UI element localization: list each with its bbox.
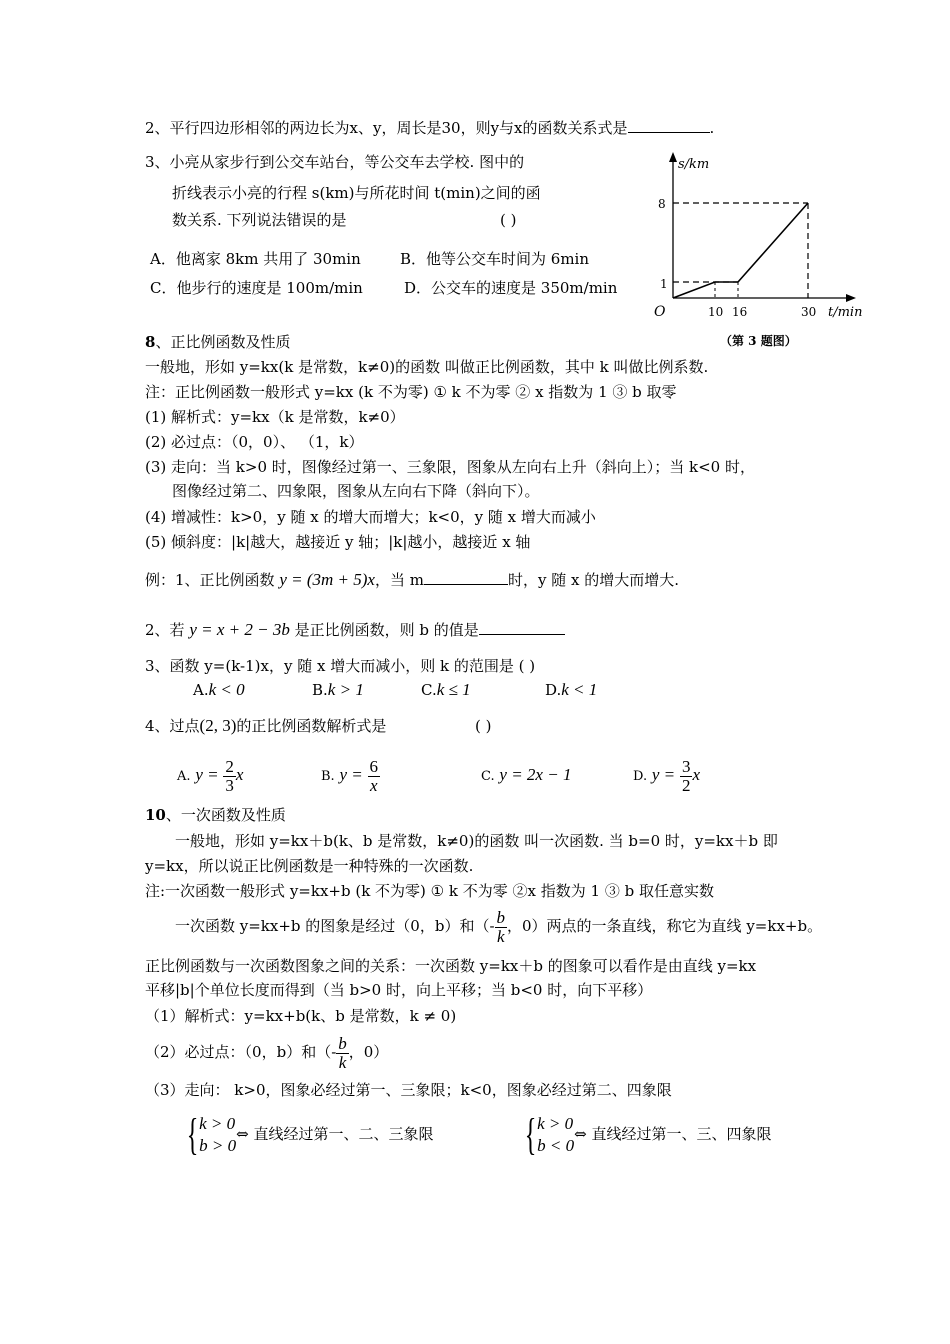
question-3-answer-paren[interactable]: ( ) [500, 211, 517, 229]
answer-blank[interactable] [479, 620, 565, 635]
ex4-option-d[interactable] [633, 753, 700, 799]
option-var: x [235, 765, 244, 784]
section-8-point-5: (5) 倾斜度：|k|越大，越接近 y 轴；|k|越小，越接近 x 轴 [145, 533, 531, 551]
section-10-title: 、一次函数及性质 [165, 806, 286, 824]
option-letter: C. [481, 769, 495, 784]
option-formula: y = 2x − 1 [499, 765, 572, 784]
ex4-option-b[interactable] [321, 753, 380, 799]
section-8-point-1: (1) 解析式：y=kx（k 是常数，k≠0） [145, 408, 405, 426]
section-10-graph-line [175, 904, 822, 948]
option-formula: k < 1 [561, 680, 598, 699]
numerator: 3 [681, 756, 691, 776]
system-a-result: ⇔ 直线经过第一、二、三象限 [236, 1125, 434, 1143]
question-2 [145, 118, 714, 138]
section-10-heading [145, 805, 286, 825]
option-lhs: y = [339, 765, 363, 784]
example-2-post: 是正比例函数，则 b 的值是 [294, 621, 479, 639]
option-letter: D. [545, 681, 562, 699]
question-3-line3: 数关系. 下列说法错误的是 [172, 211, 347, 229]
example-4-stem [145, 716, 386, 736]
system-b [520, 1110, 771, 1158]
numerator: 2 [225, 756, 234, 776]
section-8-definition: 一般地，形如 y=kx(k 是常数，k≠0)的函数 叫做正比例函数，其中 k 叫做比例系数. [145, 358, 709, 376]
xtick-16: 16 [732, 305, 748, 319]
option-letter: C. [421, 681, 437, 699]
option-b[interactable]: B．他等公交车时间为 6min [400, 250, 590, 268]
point-2-post: ，0） [348, 1043, 389, 1061]
graph-line-post: ，0）两点的一条直线，称它为直线 y=kx+b。 [507, 917, 823, 935]
section-8-point-3b: 图像经过第二、四象限，图象从左向右下降（斜向下）。 [172, 482, 540, 500]
denominator: 3 [225, 775, 234, 795]
numerator: b [338, 1033, 347, 1053]
system-b-conditions [537, 1113, 574, 1157]
ex4-option-c[interactable] [481, 753, 571, 799]
x-axis-arrow [846, 294, 856, 302]
example-4-point: (2, 3) [199, 716, 237, 735]
system-a [182, 1110, 433, 1158]
xtick-30: 30 [801, 305, 817, 319]
option-letter: A. [177, 769, 191, 784]
denominator: x [370, 775, 378, 795]
system-a-conditions [199, 1113, 236, 1157]
section-8-point-3a: (3) 走向：当 k>0 时，图像经过第一、三象限，图象从左向右上升（斜向上）；当 k<0 时， [145, 458, 755, 476]
ex3-option-a[interactable] [193, 680, 245, 700]
y-axis-arrow [669, 152, 677, 162]
example-2-pre: 2、若 [145, 621, 185, 639]
example-1 [145, 570, 679, 590]
system-b-result: ⇔ 直线经过第一、三、四象限 [574, 1125, 772, 1143]
example-4-post: 的正比例函数解析式是 [236, 717, 387, 735]
ytick-1: 1 [660, 277, 668, 291]
option-formula: k < 0 [208, 680, 245, 699]
section-10-point-3: （3）走向： k>0，图象必经过第一、三象限；k<0，图象必经过第二、四象限 [145, 1081, 672, 1099]
ex4-option-a[interactable] [177, 753, 243, 799]
option-letter: B. [321, 769, 335, 784]
section-10-note: 注:一次函数一般形式 y=kx+b (k 不为零) ① k 不为零 ②x 指数为 1 ③ b 取任意实数 [145, 882, 714, 900]
answer-blank[interactable] [628, 118, 710, 133]
option-formula: k ≤ 1 [436, 680, 471, 699]
option-letter: A. [193, 681, 209, 699]
example-2 [145, 620, 565, 640]
example-2-formula: y = x + 2 − 3b [189, 620, 290, 639]
section-8-point-2: (2) 必过点：（0，0）、 （1，k） [145, 433, 364, 451]
answer-blank[interactable] [424, 570, 508, 585]
option-letter: B. [312, 681, 328, 699]
section-8-note: 注：正比例函数一般形式 y=kx (k 不为零) ① k 不为零 ② x 指数为 1 ③ b 取零 [145, 383, 677, 401]
ex3-option-b[interactable] [312, 680, 364, 700]
travel-line [673, 203, 808, 298]
section-10-point-1: （1）解析式：y=kx+b(k、b 是常数，k ≠ 0) [145, 1007, 457, 1025]
example-1-post: 时，y 随 x 的增大而增大. [507, 571, 679, 589]
ex3-option-d[interactable] [545, 680, 597, 700]
section-8-title: 、正比例函数及性质 [155, 333, 291, 351]
section-10-number: 10 [145, 806, 166, 824]
graph-line-pre: 一次函数 y=kx+b 的图象是经过（0，b）和（- [175, 917, 495, 935]
question-3-line2: 折线表示小亮的行程 s(km)与所花时间 t(min)之间的函 [172, 184, 541, 202]
section-8-number: 8 [145, 333, 156, 351]
brace-icon: { [186, 1110, 199, 1159]
point-2-pre: （2）必过点：（0，b）和（- [145, 1043, 337, 1061]
option-a[interactable]: A．他离家 8km 共用了 30min [150, 250, 361, 268]
brace-icon: { [524, 1110, 537, 1159]
fraction [495, 909, 508, 946]
condition-k: k > 0 [537, 1114, 574, 1133]
denominator: 2 [681, 775, 691, 795]
section-10-relation-1: 正比例函数与一次函数图象之间的关系：一次函数 y=kx＋b 的图象可以看作是由直线 y=kx [145, 957, 757, 975]
xtick-10: 10 [708, 305, 724, 319]
section-10-relation-2: 平移|b|个单位长度而得到（当 b>0 时，向上平移；当 b<0 时，向下平移） [145, 981, 653, 999]
question-2-text: 2、平行四边形相邻的两边长为x、y，周长是30，则y与x的函数关系式是 [145, 119, 628, 137]
denominator: k [338, 1052, 347, 1072]
question-2-end: . [709, 119, 715, 137]
section-10-def-1: 一般地，形如 y=kx＋b(k、b 是常数，k≠0)的函数 叫一次函数. 当 b=0 时，y=kx＋b 即 [175, 832, 778, 850]
fraction [368, 758, 381, 795]
section-8-point-4: (4) 增减性：k>0，y 随 x 的增大而增大；k<0，y 随 x 增大而减小 [145, 508, 596, 526]
option-c[interactable]: C．他步行的速度是 100m/min [150, 279, 363, 297]
fraction [680, 758, 693, 795]
section-10-def-2: y=kx，所以说正比例函数是一种特殊的一次函数. [145, 857, 474, 875]
numerator: 6 [369, 756, 379, 776]
option-formula: k > 1 [327, 680, 364, 699]
ex3-option-c[interactable] [421, 680, 471, 700]
option-letter: D. [633, 769, 648, 784]
fraction [336, 1035, 349, 1072]
condition-b: b < 0 [537, 1136, 575, 1155]
example-1-pre: 例：1、正比例函数 [145, 571, 275, 589]
question-3-line1: 3、小亮从家步行到公交车站台，等公交车去学校. 图中的 [145, 153, 525, 171]
option-lhs: y = [651, 765, 676, 784]
section-10-point-2 [145, 1030, 388, 1074]
example-4-answer-paren[interactable]: ( ) [475, 717, 492, 735]
option-var: x [692, 765, 700, 784]
option-d[interactable]: D．公交车的速度是 350m/min [404, 279, 618, 297]
condition-b: b > 0 [199, 1136, 237, 1155]
ytick-8: 8 [658, 197, 666, 211]
section-8-heading [145, 332, 290, 352]
example-3-stem: 3、函数 y=(k-1)x，y 随 x 增大而减小，则 k 的范围是 ( ) [145, 657, 536, 675]
example-1-mid: ，当 m [374, 571, 424, 589]
distance-time-graph [640, 148, 880, 353]
denominator: k [496, 926, 505, 946]
graph-caption: （第 3 题图） [720, 334, 797, 348]
example-1-formula: y = (3m + 5)x [279, 570, 375, 589]
fraction [223, 758, 236, 795]
option-lhs: y = [195, 765, 219, 784]
example-4-pre: 4、过点 [145, 717, 200, 735]
y-axis-label: s/km [678, 157, 710, 172]
x-axis-label: t/min [828, 305, 863, 320]
origin-label: O [654, 304, 666, 320]
numerator: b [496, 907, 506, 927]
condition-k: k > 0 [199, 1114, 236, 1133]
